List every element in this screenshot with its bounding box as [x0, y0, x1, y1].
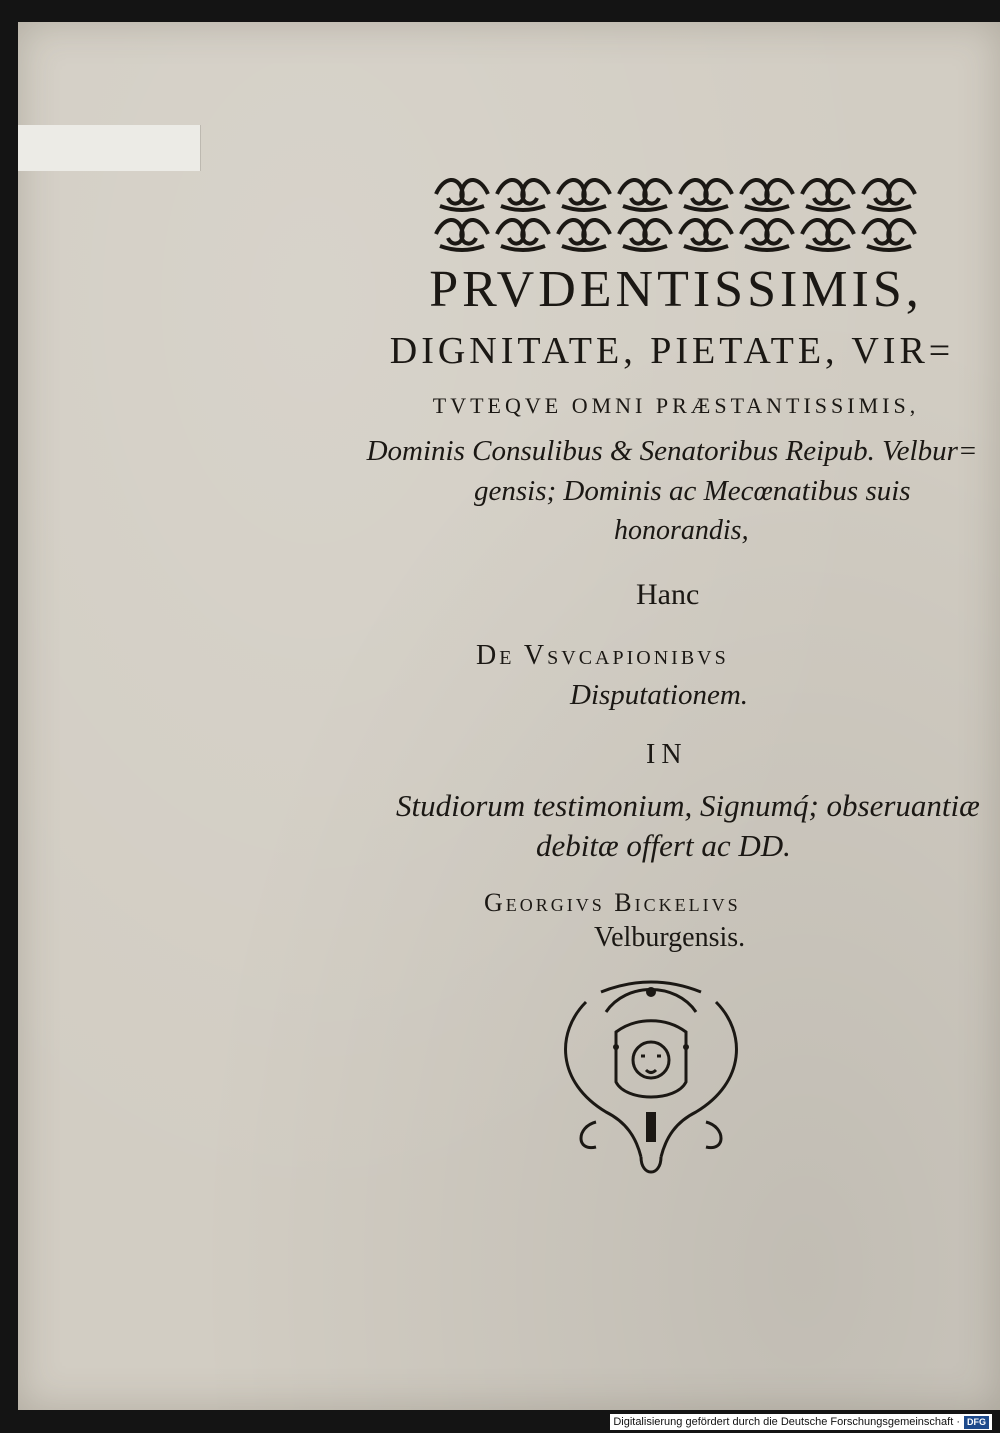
credit-text: Digitalisierung gefördert durch die Deutsche Forschungsgemeinschaft · — [613, 1416, 960, 1428]
ornament-scroll — [680, 180, 732, 210]
author-name: Georgivs Bickelivs — [484, 888, 741, 917]
ornament-scroll — [680, 220, 732, 250]
ornament-scroll — [802, 220, 854, 250]
ornament-scroll — [802, 180, 854, 210]
ornament-scroll — [741, 180, 793, 210]
dedication-line-4: Dominis Consulibus & Senatoribus Reipub. Velbur= — [366, 435, 978, 467]
ornament-scroll — [497, 220, 549, 250]
author-origin: Velburgensis. — [594, 922, 746, 953]
ornament-scroll — [558, 220, 610, 250]
ornament-scroll — [863, 180, 915, 210]
digitization-credit — [610, 1414, 992, 1430]
dedication-line-6: honorandis, — [614, 515, 749, 546]
ornament-scroll — [741, 220, 793, 250]
dedication-line-5: gensis; Dominis ac Mecœnatibus suis — [474, 475, 911, 507]
dedication-line-2: DIGNITATE, PIETATE, VIR= — [389, 330, 955, 372]
title-line-1: De Vsvcapionibvs — [476, 640, 729, 671]
ornament-scroll — [619, 180, 671, 210]
page-marker-strip — [18, 125, 201, 171]
dedication-line-3: TVTEQVE OMNI PRÆSTANTISSIMIS, — [432, 393, 920, 418]
in-line: IN — [646, 739, 688, 770]
printer-device-woodcut — [546, 972, 756, 1182]
ornament-band — [428, 168, 924, 256]
title-line-2: Disputationem. — [570, 679, 749, 711]
ornament-scroll — [558, 180, 610, 210]
ornament-scroll — [436, 220, 488, 250]
scanned-page — [18, 22, 1000, 1410]
hanc-line: Hanc — [636, 578, 700, 611]
ornament-scroll — [497, 180, 549, 210]
purpose-line-2: debitæ offert ac DD. — [536, 828, 791, 863]
purpose-line-1: Studiorum testimonium, Signumq́; obseruantiæ — [396, 788, 980, 823]
ornament-scroll — [436, 180, 488, 210]
dfg-logo: DFG — [964, 1416, 989, 1429]
ornament-scroll — [863, 220, 915, 250]
dedication-line-1: PRVDENTISSIMIS, — [429, 261, 923, 318]
ornament-scroll — [619, 220, 671, 250]
